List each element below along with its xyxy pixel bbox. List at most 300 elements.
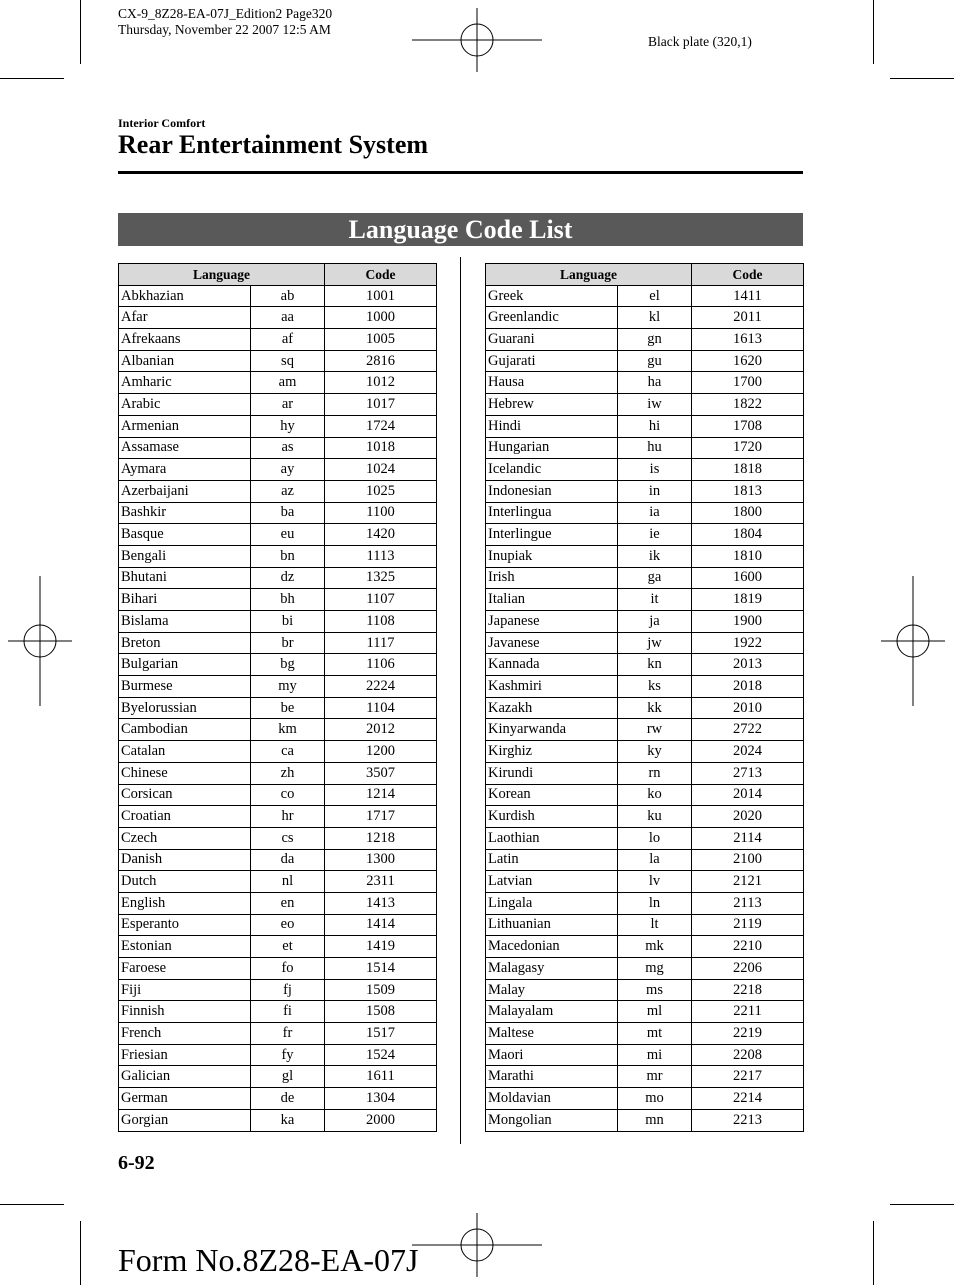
language-name: Afrekaans: [119, 329, 251, 351]
language-code: 1509: [325, 979, 437, 1001]
table-row: [486, 480, 804, 502]
language-code: 1818: [692, 459, 804, 481]
language-code: 1012: [325, 372, 437, 394]
crop-mark: [80, 1221, 81, 1285]
table-row: [119, 415, 437, 437]
language-code: 2208: [692, 1044, 804, 1066]
language-abbreviation: fo: [251, 958, 325, 980]
title-rule: [118, 171, 803, 174]
language-name: Malay: [486, 979, 618, 1001]
language-code: 2214: [692, 1088, 804, 1110]
language-abbreviation: mn: [618, 1109, 692, 1131]
language-code: 3507: [325, 762, 437, 784]
table-row: [486, 285, 804, 307]
language-abbreviation: mi: [618, 1044, 692, 1066]
language-name: Indonesian: [486, 480, 618, 502]
table-row: [119, 524, 437, 546]
language-code: 1900: [692, 611, 804, 633]
language-name: Byelorussian: [119, 697, 251, 719]
language-code: 1822: [692, 394, 804, 416]
language-abbreviation: mg: [618, 958, 692, 980]
registration-mark-icon: [8, 576, 72, 706]
table-row: [119, 1088, 437, 1110]
language-code: 1700: [692, 372, 804, 394]
language-abbreviation: ia: [618, 502, 692, 524]
language-abbreviation: be: [251, 697, 325, 719]
language-name: Kashmiri: [486, 676, 618, 698]
language-name: Japanese: [486, 611, 618, 633]
language-name: Malayalam: [486, 1001, 618, 1023]
language-name: Cambodian: [119, 719, 251, 741]
language-code: 1117: [325, 632, 437, 654]
language-abbreviation: kn: [618, 654, 692, 676]
language-abbreviation: km: [251, 719, 325, 741]
table-row: [119, 632, 437, 654]
language-name: Interlingua: [486, 502, 618, 524]
table-row: [119, 892, 437, 914]
language-abbreviation: zh: [251, 762, 325, 784]
section-banner: Language Code List: [118, 213, 803, 246]
language-abbreviation: fr: [251, 1023, 325, 1045]
language-code: 2113: [692, 892, 804, 914]
language-name: Azerbaijani: [119, 480, 251, 502]
language-name: Bulgarian: [119, 654, 251, 676]
language-abbreviation: el: [618, 285, 692, 307]
language-code: 1708: [692, 415, 804, 437]
language-name: Croatian: [119, 806, 251, 828]
language-code: 1107: [325, 589, 437, 611]
language-name: Guarani: [486, 329, 618, 351]
language-code-table-left: [118, 263, 437, 1132]
language-code: 1106: [325, 654, 437, 676]
language-abbreviation: ay: [251, 459, 325, 481]
language-name: English: [119, 892, 251, 914]
language-name: Kannada: [486, 654, 618, 676]
language-abbreviation: ha: [618, 372, 692, 394]
language-abbreviation: ml: [618, 1001, 692, 1023]
language-abbreviation: ie: [618, 524, 692, 546]
language-abbreviation: bi: [251, 611, 325, 633]
language-name: Abkhazian: [119, 285, 251, 307]
plate-label: Black plate (320,1): [648, 34, 752, 49]
language-code: 1411: [692, 285, 804, 307]
language-code: 2010: [692, 697, 804, 719]
table-row: [486, 914, 804, 936]
language-name: Mongolian: [486, 1109, 618, 1131]
language-abbreviation: lo: [618, 827, 692, 849]
table-row: [486, 437, 804, 459]
language-name: Greek: [486, 285, 618, 307]
language-abbreviation: as: [251, 437, 325, 459]
table-row: [486, 892, 804, 914]
language-abbreviation: aa: [251, 307, 325, 329]
language-abbreviation: bh: [251, 589, 325, 611]
language-name: Bislama: [119, 611, 251, 633]
language-name: Bhutani: [119, 567, 251, 589]
language-code: 1810: [692, 545, 804, 567]
language-abbreviation: kl: [618, 307, 692, 329]
language-code: 1018: [325, 437, 437, 459]
language-code: 1100: [325, 502, 437, 524]
language-name: Italian: [486, 589, 618, 611]
language-name: Hungarian: [486, 437, 618, 459]
language-abbreviation: mo: [618, 1088, 692, 1110]
language-abbreviation: bg: [251, 654, 325, 676]
language-name: Albanian: [119, 350, 251, 372]
language-name: Irish: [486, 567, 618, 589]
table-row: [486, 806, 804, 828]
language-abbreviation: ko: [618, 784, 692, 806]
language-code: 1717: [325, 806, 437, 828]
crop-mark: [873, 1221, 874, 1285]
language-code: 2020: [692, 806, 804, 828]
language-code: 1804: [692, 524, 804, 546]
language-abbreviation: hy: [251, 415, 325, 437]
table-row: [119, 654, 437, 676]
language-name: Basque: [119, 524, 251, 546]
language-abbreviation: ba: [251, 502, 325, 524]
language-name: Kirghiz: [486, 741, 618, 763]
language-abbreviation: ja: [618, 611, 692, 633]
language-code: 1108: [325, 611, 437, 633]
language-code: 1001: [325, 285, 437, 307]
language-name: Breton: [119, 632, 251, 654]
table-header-row: [119, 264, 437, 286]
language-code: 1414: [325, 914, 437, 936]
language-code: 1218: [325, 827, 437, 849]
language-name: Friesian: [119, 1044, 251, 1066]
language-code: 2217: [692, 1066, 804, 1088]
language-name: Lingala: [486, 892, 618, 914]
language-code: 1922: [692, 632, 804, 654]
language-abbreviation: ku: [618, 806, 692, 828]
language-abbreviation: fj: [251, 979, 325, 1001]
language-name: Macedonian: [486, 936, 618, 958]
language-name: Korean: [486, 784, 618, 806]
table-row: [486, 307, 804, 329]
language-name: Marathi: [486, 1066, 618, 1088]
language-abbreviation: kk: [618, 697, 692, 719]
language-code: 1600: [692, 567, 804, 589]
table-row: [119, 827, 437, 849]
table-row: [486, 1044, 804, 1066]
language-code: 1025: [325, 480, 437, 502]
language-code: 2100: [692, 849, 804, 871]
language-abbreviation: it: [618, 589, 692, 611]
table-row: [486, 827, 804, 849]
table-row: [119, 611, 437, 633]
language-code: 1720: [692, 437, 804, 459]
table-row: [486, 502, 804, 524]
language-code: 2024: [692, 741, 804, 763]
language-code: 2816: [325, 350, 437, 372]
language-code: 2121: [692, 871, 804, 893]
language-abbreviation: jw: [618, 632, 692, 654]
table-row: [119, 307, 437, 329]
language-name: Armenian: [119, 415, 251, 437]
language-name: Laothian: [486, 827, 618, 849]
language-name: Latin: [486, 849, 618, 871]
language-code: 1800: [692, 502, 804, 524]
language-abbreviation: br: [251, 632, 325, 654]
page-title: Rear Entertainment System: [118, 130, 429, 159]
language-abbreviation: bn: [251, 545, 325, 567]
language-abbreviation: rn: [618, 762, 692, 784]
section-label: Interior Comfort: [118, 116, 206, 130]
language-name: Danish: [119, 849, 251, 871]
table-row: [486, 936, 804, 958]
language-abbreviation: ab: [251, 285, 325, 307]
language-abbreviation: da: [251, 849, 325, 871]
language-code: 1613: [692, 329, 804, 351]
language-code: 2018: [692, 676, 804, 698]
language-abbreviation: af: [251, 329, 325, 351]
language-abbreviation: ik: [618, 545, 692, 567]
language-code: 1724: [325, 415, 437, 437]
language-name: Finnish: [119, 1001, 251, 1023]
language-code: 1819: [692, 589, 804, 611]
table-row: [119, 545, 437, 567]
code-header: Code: [325, 264, 437, 286]
table-row: [486, 372, 804, 394]
crop-mark: [0, 78, 64, 79]
language-code: 2213: [692, 1109, 804, 1131]
table-row: [486, 849, 804, 871]
language-code: 2210: [692, 936, 804, 958]
language-code: 2119: [692, 914, 804, 936]
language-code: 1611: [325, 1066, 437, 1088]
table-row: [486, 329, 804, 351]
table-row: [119, 871, 437, 893]
table-row: [486, 784, 804, 806]
language-abbreviation: my: [251, 676, 325, 698]
language-code: 1113: [325, 545, 437, 567]
language-abbreviation: ga: [618, 567, 692, 589]
language-abbreviation: dz: [251, 567, 325, 589]
language-code: 1813: [692, 480, 804, 502]
table-row: [486, 567, 804, 589]
language-abbreviation: mr: [618, 1066, 692, 1088]
language-name: Faroese: [119, 958, 251, 980]
language-abbreviation: co: [251, 784, 325, 806]
language-code: 2114: [692, 827, 804, 849]
language-name: Bihari: [119, 589, 251, 611]
table-row: [486, 762, 804, 784]
language-abbreviation: lt: [618, 914, 692, 936]
table-row: [486, 654, 804, 676]
table-row: [486, 1109, 804, 1131]
language-code: 2013: [692, 654, 804, 676]
table-row: [486, 350, 804, 372]
language-abbreviation: mk: [618, 936, 692, 958]
table-row: [119, 1023, 437, 1045]
language-name: Czech: [119, 827, 251, 849]
language-code: 1413: [325, 892, 437, 914]
language-name: Galician: [119, 1066, 251, 1088]
table-row: [119, 1001, 437, 1023]
language-code: 2224: [325, 676, 437, 698]
table-row: [486, 1001, 804, 1023]
language-abbreviation: az: [251, 480, 325, 502]
table-row: [119, 1109, 437, 1131]
language-abbreviation: et: [251, 936, 325, 958]
table-row: [486, 871, 804, 893]
table-row: [119, 567, 437, 589]
language-name: Inupiak: [486, 545, 618, 567]
language-abbreviation: hr: [251, 806, 325, 828]
table-row: [119, 394, 437, 416]
table-row: [119, 589, 437, 611]
registration-mark-icon: [412, 8, 542, 72]
table-row: [119, 1066, 437, 1088]
language-code: 1514: [325, 958, 437, 980]
language-code: 1200: [325, 741, 437, 763]
table-row: [119, 437, 437, 459]
language-abbreviation: cs: [251, 827, 325, 849]
language-name: Hausa: [486, 372, 618, 394]
language-code: 2713: [692, 762, 804, 784]
language-abbreviation: la: [618, 849, 692, 871]
table-row: [119, 914, 437, 936]
crop-mark: [873, 0, 874, 64]
language-name: German: [119, 1088, 251, 1110]
language-name: Bengali: [119, 545, 251, 567]
language-abbreviation: am: [251, 372, 325, 394]
table-row: [119, 502, 437, 524]
language-name: Burmese: [119, 676, 251, 698]
table-row: [486, 979, 804, 1001]
language-abbreviation: gl: [251, 1066, 325, 1088]
language-name: Assamase: [119, 437, 251, 459]
language-code: 2012: [325, 719, 437, 741]
table-row: [486, 1023, 804, 1045]
language-code: 1508: [325, 1001, 437, 1023]
language-name: Moldavian: [486, 1088, 618, 1110]
language-name: Corsican: [119, 784, 251, 806]
table-row: [486, 611, 804, 633]
language-name: Javanese: [486, 632, 618, 654]
language-code: 1517: [325, 1023, 437, 1045]
language-name: Gujarati: [486, 350, 618, 372]
form-number: Form No.8Z28-EA-07J: [118, 1242, 419, 1278]
language-code: 1524: [325, 1044, 437, 1066]
language-code: 2206: [692, 958, 804, 980]
language-abbreviation: hi: [618, 415, 692, 437]
language-abbreviation: is: [618, 459, 692, 481]
page-number: 6-92: [118, 1152, 155, 1174]
language-abbreviation: fy: [251, 1044, 325, 1066]
table-row: [119, 285, 437, 307]
table-row: [119, 480, 437, 502]
language-abbreviation: ln: [618, 892, 692, 914]
language-code: 1104: [325, 697, 437, 719]
table-row: [119, 372, 437, 394]
language-name: Maltese: [486, 1023, 618, 1045]
language-name: Lithuanian: [486, 914, 618, 936]
column-divider: [460, 257, 461, 1144]
language-abbreviation: fi: [251, 1001, 325, 1023]
language-code: 1325: [325, 567, 437, 589]
language-name: Fiji: [119, 979, 251, 1001]
language-name: Aymara: [119, 459, 251, 481]
language-name: Kirundi: [486, 762, 618, 784]
language-abbreviation: gu: [618, 350, 692, 372]
language-name: Maori: [486, 1044, 618, 1066]
crop-mark: [80, 0, 81, 64]
language-name: Hindi: [486, 415, 618, 437]
language-name: Greenlandic: [486, 307, 618, 329]
language-name: Esperanto: [119, 914, 251, 936]
language-code: 1017: [325, 394, 437, 416]
language-abbreviation: gn: [618, 329, 692, 351]
registration-mark-icon: [412, 1213, 542, 1277]
table-row: [119, 979, 437, 1001]
language-code: 1300: [325, 849, 437, 871]
language-header: Language: [119, 264, 325, 286]
language-name: Chinese: [119, 762, 251, 784]
language-code: 2211: [692, 1001, 804, 1023]
table-row: [486, 676, 804, 698]
table-row: [486, 589, 804, 611]
table-row: [486, 459, 804, 481]
language-code: 1000: [325, 307, 437, 329]
table-row: [119, 719, 437, 741]
language-name: Kurdish: [486, 806, 618, 828]
language-abbreviation: rw: [618, 719, 692, 741]
table-row: [119, 936, 437, 958]
language-abbreviation: ks: [618, 676, 692, 698]
crop-mark: [0, 1204, 64, 1205]
language-code: 2218: [692, 979, 804, 1001]
language-abbreviation: ar: [251, 394, 325, 416]
language-abbreviation: sq: [251, 350, 325, 372]
table-row: [486, 545, 804, 567]
crop-mark: [890, 78, 954, 79]
table-row: [486, 697, 804, 719]
language-abbreviation: en: [251, 892, 325, 914]
table-row: [486, 1066, 804, 1088]
language-name: Bashkir: [119, 502, 251, 524]
language-abbreviation: iw: [618, 394, 692, 416]
table-row: [486, 719, 804, 741]
language-code: 1420: [325, 524, 437, 546]
language-code: 2219: [692, 1023, 804, 1045]
language-code: 1005: [325, 329, 437, 351]
language-name: Afar: [119, 307, 251, 329]
table-row: [486, 394, 804, 416]
crop-mark: [890, 1204, 954, 1205]
table-row: [119, 697, 437, 719]
language-abbreviation: hu: [618, 437, 692, 459]
table-row: [486, 958, 804, 980]
language-abbreviation: eo: [251, 914, 325, 936]
language-abbreviation: ca: [251, 741, 325, 763]
table-row: [119, 459, 437, 481]
language-name: Catalan: [119, 741, 251, 763]
language-code-table-right: [485, 263, 804, 1132]
language-name: Arabic: [119, 394, 251, 416]
table-row: [119, 958, 437, 980]
table-row: [119, 849, 437, 871]
slug-date-line: Thursday, November 22 2007 12:5 AM: [118, 22, 331, 37]
table-row: [119, 329, 437, 351]
language-name: Dutch: [119, 871, 251, 893]
table-row: [486, 632, 804, 654]
table-row: [486, 1088, 804, 1110]
table-row: [119, 350, 437, 372]
language-abbreviation: lv: [618, 871, 692, 893]
language-code: 1304: [325, 1088, 437, 1110]
